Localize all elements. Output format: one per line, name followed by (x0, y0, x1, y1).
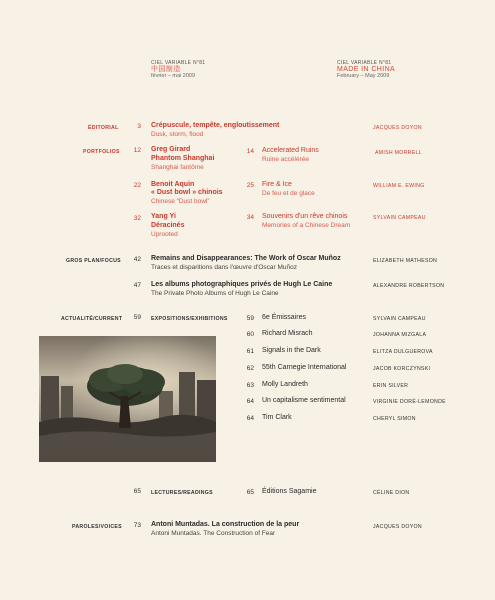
exhibition-author: ERIN SILVER (373, 383, 409, 389)
essay-author: WILLIAM E. EWING (373, 183, 425, 189)
readings-page: 65 (133, 488, 141, 495)
essay-title: Souvenirs d'un rêve chinois (262, 213, 348, 220)
essay-subtitle: Memories of a Chinese Dream (262, 222, 351, 229)
essay-page: 34 (246, 214, 254, 221)
exhibition-title: Un capitalisme sentimental (262, 397, 346, 404)
exhibition-page: 60 (246, 331, 254, 338)
exhibition-title: Signals in the Dark (262, 347, 321, 354)
portfolio-artist: Greg Girard (151, 146, 191, 153)
focus-page: 47 (133, 282, 141, 289)
exhibition-page: 64 (246, 415, 254, 422)
section-exhibitions: EXPOSITIONS/EXHIBITIONS (151, 316, 228, 322)
focus-title: Remains and Disappearances: The Work of Oscar Muñoz (151, 255, 341, 262)
portfolio-artist: Benoit Aquin (151, 181, 195, 188)
exhibition-author: SYLVAIN CAMPEAU (373, 316, 426, 322)
issue-title-en: MADE IN CHINA (337, 66, 396, 73)
portfolio-page: 22 (133, 182, 141, 189)
reading-title: Éditions Sagamie (262, 488, 317, 495)
essay-author: SYLVAIN CAMPEAU (373, 215, 426, 221)
section-readings: LECTURES/READINGS (151, 490, 213, 496)
essay-page: 25 (246, 182, 254, 189)
essay-title: Accelerated Ruins (262, 147, 319, 154)
editorial-page: 3 (137, 123, 141, 130)
section-current: ACTUALITÉ/CURRENT (61, 316, 123, 322)
exhibition-title: 55th Carnegie International (262, 364, 347, 371)
reading-page: 65 (246, 489, 254, 496)
exhibition-author: JACOB KORCZYNSKI (373, 366, 431, 372)
issue-line-en: CIEL VARIABLE N°81 (337, 60, 392, 66)
portfolio-title: Déracinés (151, 222, 185, 229)
portfolio-page: 12 (133, 147, 141, 154)
focus-subtitle: The Private Photo Albums of Hugh Le Caine (151, 290, 279, 297)
portfolio-subtitle: Chinese “Dust bowl” (151, 198, 210, 205)
section-editorial: ÉDITORIAL (88, 125, 119, 131)
exhibition-page: 61 (246, 348, 254, 355)
exhibition-page: 62 (246, 365, 254, 372)
exhibition-page: 63 (246, 382, 254, 389)
current-page: 59 (133, 314, 141, 321)
focus-author: ELIZABETH MATHESON (373, 258, 438, 264)
editorial-title: Crépuscule, tempête, engloutissement (151, 122, 280, 129)
issue-date-fr: février – mai 2009 (151, 73, 196, 79)
exhibition-page: 59 (246, 315, 254, 322)
issue-date-en: February – May 2009 (337, 73, 390, 79)
portfolio-title: Phantom Shanghai (151, 155, 215, 162)
essay-page: 14 (246, 148, 254, 155)
section-voices: PAROLES/VOICES (72, 524, 122, 530)
voices-page: 73 (133, 522, 141, 529)
voices-subtitle: Antoni Muntadas. The Construction of Fear (151, 530, 276, 537)
voices-title: Antoni Muntadas. La construction de la peur (151, 521, 300, 528)
focus-page: 42 (133, 256, 141, 263)
focus-subtitle: Traces et disparitions dans l'œuvre d'Oscar Muñoz (151, 264, 298, 271)
essay-subtitle: De feu et de glace (262, 190, 315, 197)
reading-author: CÉLINE DION (373, 490, 410, 496)
issue-line-fr: CIEL VARIABLE N°81 (151, 60, 206, 66)
editorial-author: JACQUES DOYON (373, 125, 422, 131)
section-focus: GROS PLAN/FOCUS (66, 258, 121, 264)
essay-subtitle: Ruine accélérée (262, 156, 309, 163)
section-portfolios: PORTFOLIOS (83, 149, 120, 155)
exhibition-title: Molly Landreth (262, 381, 308, 388)
exhibition-author: ELITZA DULGUEROVA (373, 349, 433, 355)
focus-title: Les albums photographiques privés de Hugh Le Caine (151, 281, 333, 288)
editorial-subtitle: Dusk, storm, flood (151, 131, 204, 138)
portfolio-title: « Dust bowl » chinois (151, 189, 223, 196)
exhibition-author: CHERYL SIMON (373, 416, 416, 422)
exhibition-author: JOHANNA MIZGALA (373, 332, 427, 338)
exhibition-title: 6e Émissaires (262, 314, 306, 321)
portfolio-page: 32 (133, 215, 141, 222)
essay-title: Fire & Ice (262, 181, 292, 188)
exhibition-page: 64 (246, 398, 254, 405)
cover-photo-tree (39, 336, 216, 462)
essay-author: AMISH MORRELL (375, 150, 422, 156)
portfolio-artist: Yang Yi (151, 213, 176, 220)
portfolio-subtitle: Shanghai fantôme (151, 164, 204, 171)
voices-author: JACQUES DOYON (373, 524, 422, 530)
focus-author: ALEXANDRE ROBERTSON (373, 283, 445, 289)
exhibition-author: VIRGINIE DORÉ-LEMONDE (373, 399, 446, 405)
issue-title-fr: 中国制造 (151, 66, 181, 73)
exhibition-title: Tim Clark (262, 414, 292, 421)
exhibition-title: Richard Misrach (262, 330, 313, 337)
portfolio-subtitle: Uprooted (151, 231, 178, 238)
